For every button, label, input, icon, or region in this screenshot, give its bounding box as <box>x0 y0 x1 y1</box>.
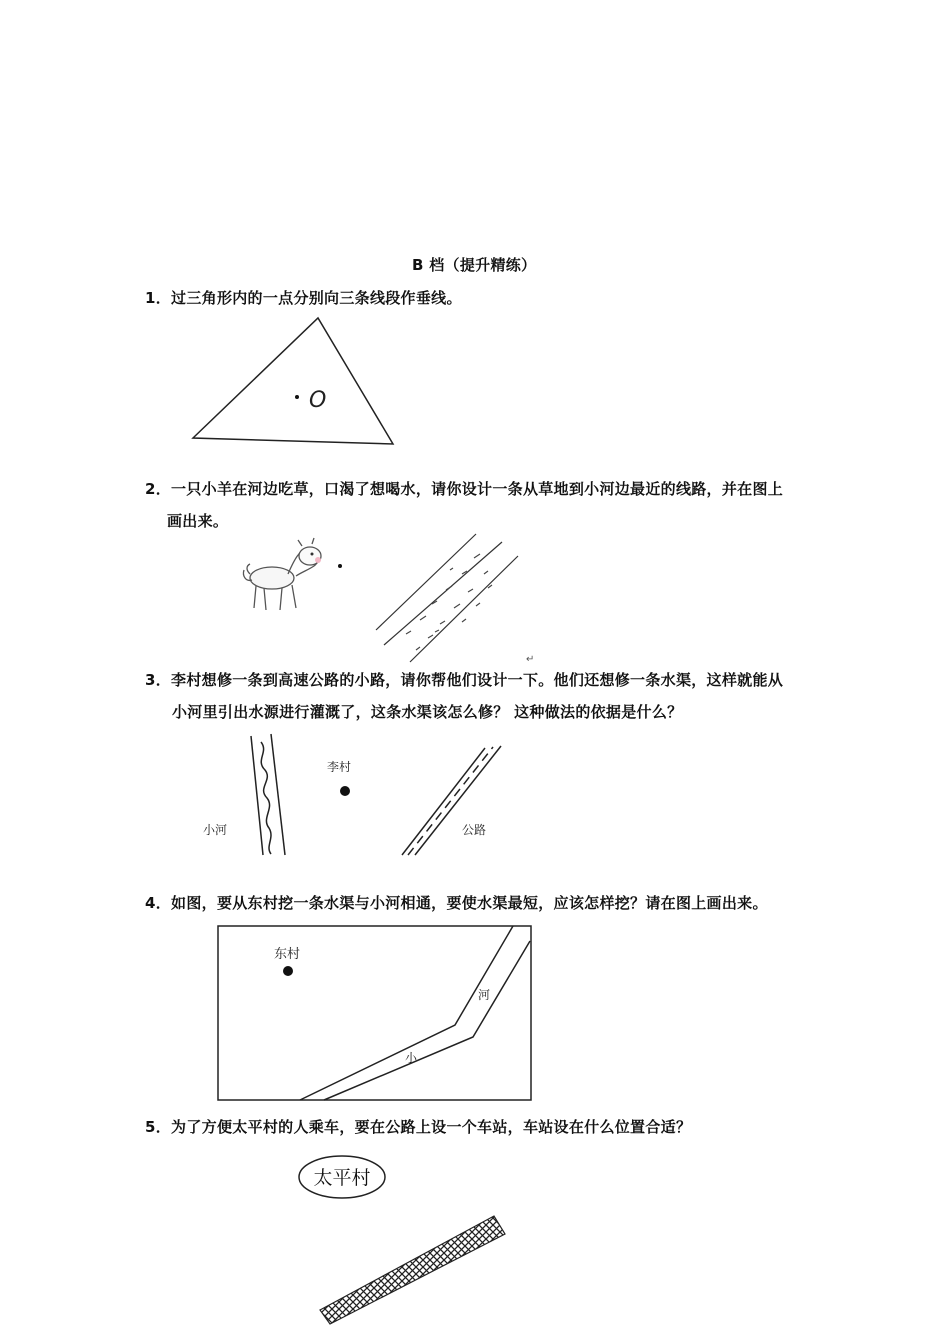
river-ripples <box>406 554 492 650</box>
taiping-village-figure <box>290 1148 520 1328</box>
question-1-number: 1． <box>145 289 172 307</box>
question-2-continuation: 画出来。 <box>167 512 229 530</box>
east-village-figure <box>217 925 533 1103</box>
triangle <box>193 318 393 444</box>
taiping-village-label: 太平村 <box>313 1167 371 1189</box>
road-label: 公路 <box>462 823 487 837</box>
question-5-number: 5． <box>145 1118 172 1136</box>
river-lines <box>376 534 518 662</box>
goat-icon <box>243 538 321 610</box>
river-label-2: 河 <box>478 988 491 1002</box>
question-3-continuation: 小河里引出水源进行灌溉了，这条水渠该怎么修？ 这种做法的依据是什么？ <box>172 703 683 721</box>
point-o-dot <box>295 395 299 399</box>
question-5 <box>145 1116 691 1137</box>
question-3-number: 3． <box>145 671 172 689</box>
village-dot <box>340 786 350 796</box>
small-river <box>251 734 285 855</box>
question-2-number: 2． <box>145 480 172 498</box>
east-village-dot <box>283 966 293 976</box>
east-village-label: 东村 <box>274 947 301 962</box>
road-hatched <box>320 1216 505 1324</box>
triangle-figure <box>185 310 405 450</box>
question-3-text: 李村想修一条到高速公路的小路，请你帮他们设计一下。他们还想修一条水渠，这样就能从 <box>171 671 784 689</box>
river-label-1: 小 <box>405 1051 418 1065</box>
question-4 <box>145 892 768 913</box>
point-o-label: O <box>309 388 327 413</box>
section-title: B 档（提升精练） <box>412 256 537 274</box>
map-frame <box>218 926 531 1100</box>
village-road-river-figure <box>195 730 515 860</box>
goat-river-figure <box>240 530 535 665</box>
question-4-text: 如图，要从东村挖一条水渠与小河相通，要使水渠最短，应该怎样挖？请在图上画出来。 <box>171 894 768 912</box>
village-label: 李村 <box>327 760 352 774</box>
river-label: 小河 <box>203 823 228 837</box>
highway <box>402 746 501 855</box>
goat-point-dot <box>338 564 342 568</box>
question-2-text: 一只小羊在河边吃草，口渴了想喝水，请你设计一条从草地到小河边最近的线路，并在图上 <box>171 480 784 498</box>
question-1-text: 过三角形内的一点分别向三条线段作垂线。 <box>171 289 462 307</box>
question-2 <box>145 478 783 499</box>
return-mark: ↵ <box>526 654 535 665</box>
question-1 <box>145 287 462 308</box>
question-4-number: 4． <box>145 894 172 912</box>
river-banks <box>300 926 530 1100</box>
question-3 <box>145 669 783 690</box>
question-5-text: 为了方便太平村的人乘车，要在公路上设一个车站，车站设在什么位置合适？ <box>171 1118 692 1136</box>
